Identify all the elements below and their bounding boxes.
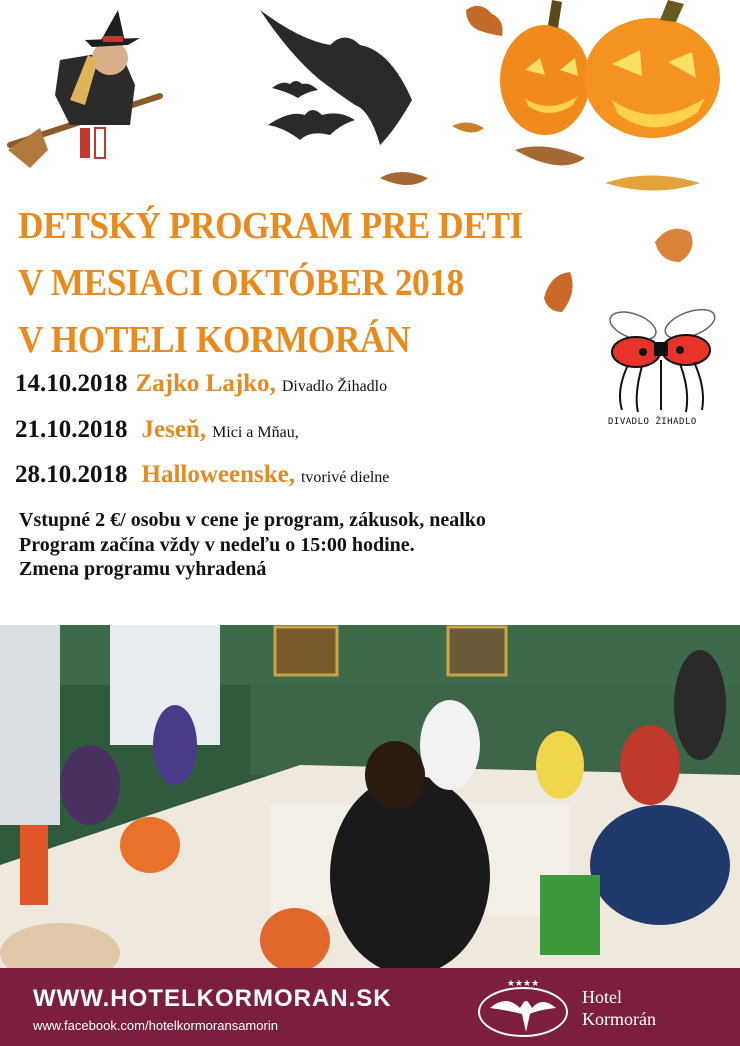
event-date: 28.10.2018 — [15, 461, 128, 488]
title-line: V HOTELI KORMORÁN — [18, 319, 411, 361]
website-link[interactable]: WWW.HOTELKORMORAN.SK — [33, 985, 392, 1012]
event-organizer: Mici a Mňau, — [212, 424, 299, 441]
info-line: Zmena programu vyhradená — [19, 558, 267, 580]
page-title — [18, 198, 576, 369]
hotel-name-line1: Hotel — [582, 987, 622, 1007]
facebook-link[interactable]: www.facebook.com/hotelkormoransamorin — [33, 1018, 278, 1033]
theater-caption: DIVADLO ŽIHADLO — [608, 417, 697, 427]
event-row — [15, 370, 387, 398]
event-name: Halloweenske, — [141, 461, 295, 488]
hotel-stars: ★★★★ — [506, 979, 540, 989]
jack-o-lantern-icon — [500, 0, 720, 138]
event-date: 21.10.2018 — [15, 416, 128, 443]
hotel-name-line2: Kormorán — [582, 1009, 656, 1029]
witch-icon — [8, 10, 160, 168]
event-organizer: Divadlo Žihadlo — [281, 378, 388, 395]
event-name: Jeseň, — [141, 416, 207, 443]
event-organizer: tvorivé dielne — [300, 469, 390, 486]
event-name: Zajko Lajko, — [135, 370, 276, 397]
leaf-icon — [650, 222, 700, 266]
event-photo — [0, 625, 740, 968]
hotel-name — [582, 986, 656, 1030]
event-row — [15, 416, 299, 444]
title-line: DETSKÝ PROGRAM PRE DETI — [18, 205, 523, 247]
info-line: Program začína vždy v nedeľu o 15:00 hodine. — [19, 533, 415, 556]
cormorant-logo-icon — [476, 974, 570, 1038]
header-illustration — [0, 0, 740, 200]
info-block — [19, 508, 486, 582]
bats-icon — [260, 10, 412, 145]
event-row — [15, 461, 389, 489]
info-line: Vstupné 2 €/ osobu v cene je program, zákusok, nealko — [19, 509, 486, 531]
event-date: 14.10.2018 — [15, 370, 128, 397]
title-line: V MESIACI OKTÓBER 2018 — [18, 262, 464, 304]
